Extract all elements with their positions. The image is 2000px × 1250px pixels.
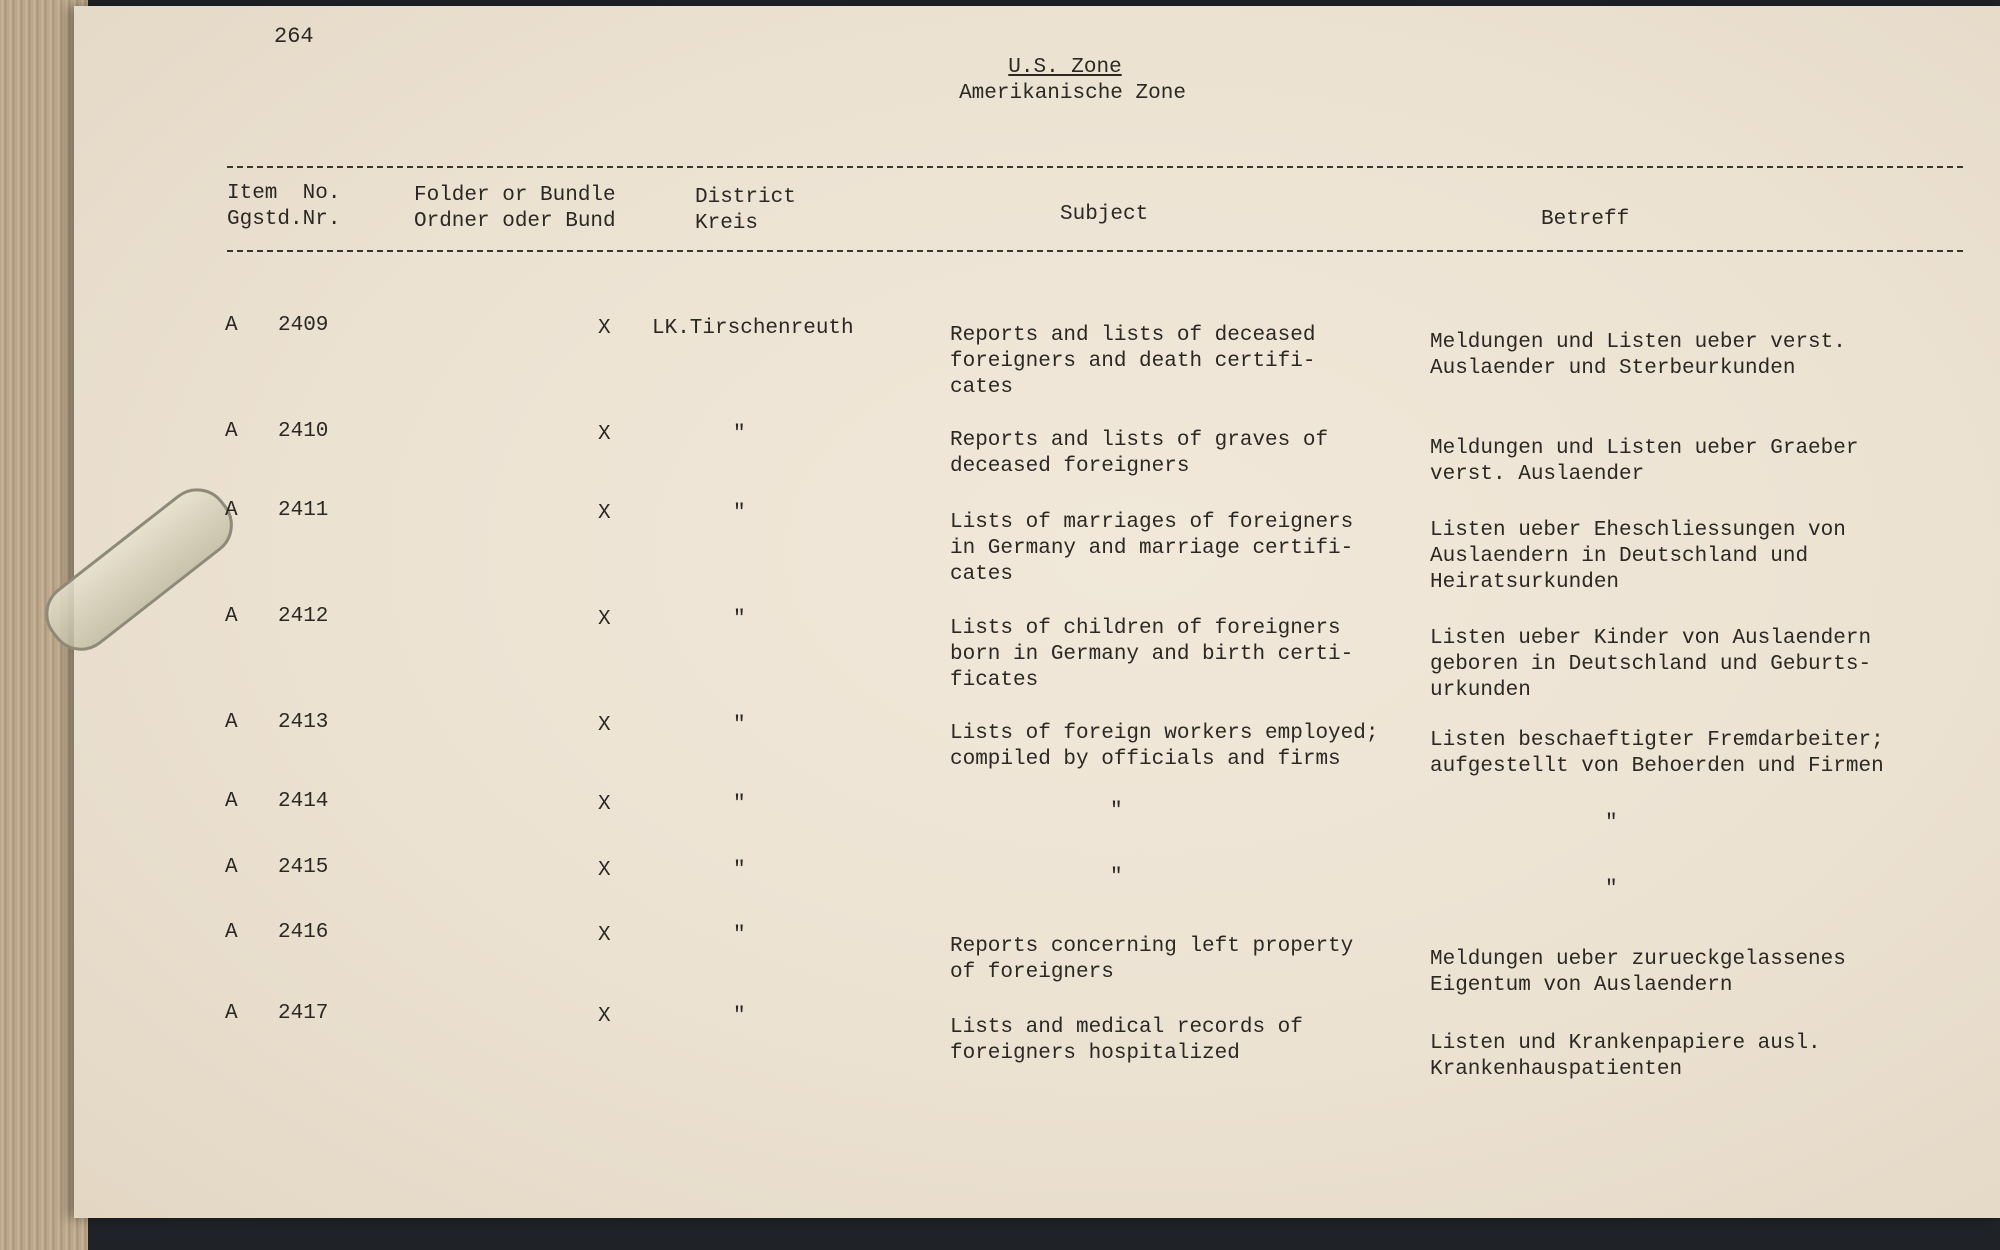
row-district: " bbox=[733, 1005, 746, 1028]
row-item-number: 2410 bbox=[278, 420, 329, 443]
row-subject: Reports and lists of deceased foreigners and death certifi- cates bbox=[950, 324, 1316, 399]
row-item-number: 2416 bbox=[278, 921, 329, 944]
row-betreff: Meldungen und Listen ueber verst. Auslaender und Sterbeurkunden bbox=[1430, 331, 1846, 380]
row-district: " bbox=[733, 608, 746, 631]
row-folder-mark: X bbox=[598, 924, 611, 947]
header-bottom-rule bbox=[227, 250, 1963, 252]
header-folder-de: Ordner oder Bund bbox=[414, 210, 616, 233]
row-prefix: A bbox=[225, 921, 238, 944]
row-folder-mark: X bbox=[598, 317, 611, 340]
row-betreff: Listen ueber Eheschliessungen von Auslaendern in Deutschland und Heiratsurkunden bbox=[1430, 519, 1846, 594]
row-district: " bbox=[733, 714, 746, 737]
row-betreff: Listen beschaeftigter Fremdarbeiter; aufgestellt von Behoerden und Firmen bbox=[1430, 729, 1884, 778]
row-folder-mark: X bbox=[598, 793, 611, 816]
row-betreff: Listen ueber Kinder von Auslaendern geboren in Deutschland und Geburts- urkunden bbox=[1430, 627, 1872, 702]
row-prefix: A bbox=[225, 711, 238, 734]
row-betreff: " bbox=[1605, 878, 1618, 901]
row-prefix: A bbox=[225, 499, 238, 522]
header-subject: Subject bbox=[1060, 203, 1149, 226]
row-prefix: A bbox=[225, 314, 238, 337]
row-betreff: " bbox=[1605, 812, 1618, 835]
row-subject: " bbox=[1110, 800, 1123, 823]
row-district: " bbox=[733, 924, 746, 947]
row-item-number: 2412 bbox=[278, 605, 329, 628]
row-subject: " bbox=[1110, 866, 1123, 889]
row-prefix: A bbox=[225, 420, 238, 443]
row-betreff: Meldungen und Listen ueber Graeber verst. Auslaender bbox=[1430, 437, 1859, 486]
row-district: " bbox=[733, 502, 746, 525]
row-subject: Lists of marriages of foreigners in Germany and marriage certifi- cates bbox=[950, 511, 1354, 586]
row-folder-mark: X bbox=[598, 1005, 611, 1028]
row-folder-mark: X bbox=[598, 714, 611, 737]
row-item-number: 2414 bbox=[278, 790, 329, 813]
row-item-number: 2413 bbox=[278, 711, 329, 734]
page-number: 264 bbox=[274, 24, 314, 49]
row-item-number: 2409 bbox=[278, 314, 329, 337]
row-item-number: 2415 bbox=[278, 856, 329, 879]
row-district: " bbox=[733, 423, 746, 446]
header-item-no-de: Ggstd.Nr. bbox=[227, 208, 341, 231]
row-district: " bbox=[733, 859, 746, 882]
row-folder-mark: X bbox=[598, 502, 611, 525]
row-prefix: A bbox=[225, 790, 238, 813]
row-district: " bbox=[733, 793, 746, 816]
row-subject: Lists of children of foreigners born in Germany and birth certi- ficates bbox=[950, 617, 1354, 692]
row-subject: Reports and lists of graves of deceased foreigners bbox=[950, 429, 1329, 478]
row-district: LK.Tirschenreuth bbox=[652, 317, 854, 340]
row-folder-mark: X bbox=[598, 859, 611, 882]
row-item-number: 2417 bbox=[278, 1002, 329, 1025]
row-subject: Reports concerning left property of foreigners bbox=[950, 935, 1354, 984]
row-folder-mark: X bbox=[598, 608, 611, 631]
row-subject: Lists of foreign workers employed; compiled by officials and firms bbox=[950, 722, 1379, 771]
row-item-number: 2411 bbox=[278, 499, 329, 522]
zone-title-english: U.S. Zone bbox=[1008, 56, 1122, 79]
header-betreff: Betreff bbox=[1541, 208, 1630, 231]
row-prefix: A bbox=[225, 1002, 238, 1025]
header-top-rule bbox=[227, 166, 1963, 168]
header-district-de: Kreis bbox=[695, 212, 759, 235]
row-folder-mark: X bbox=[598, 423, 611, 446]
row-prefix: A bbox=[225, 856, 238, 879]
header-district-en: District bbox=[695, 186, 796, 209]
header-item-no-en: Item No. bbox=[227, 182, 341, 205]
row-betreff: Meldungen ueber zurueckgelassenes Eigentum von Auslaendern bbox=[1430, 948, 1846, 997]
row-prefix: A bbox=[225, 605, 238, 628]
zone-title-german: Amerikanische Zone bbox=[959, 82, 1186, 105]
row-betreff: Listen und Krankenpapiere ausl. Krankenhauspatienten bbox=[1430, 1032, 1821, 1081]
row-subject: Lists and medical records of foreigners hospitalized bbox=[950, 1016, 1303, 1065]
header-folder-en: Folder or Bundle bbox=[414, 184, 616, 207]
